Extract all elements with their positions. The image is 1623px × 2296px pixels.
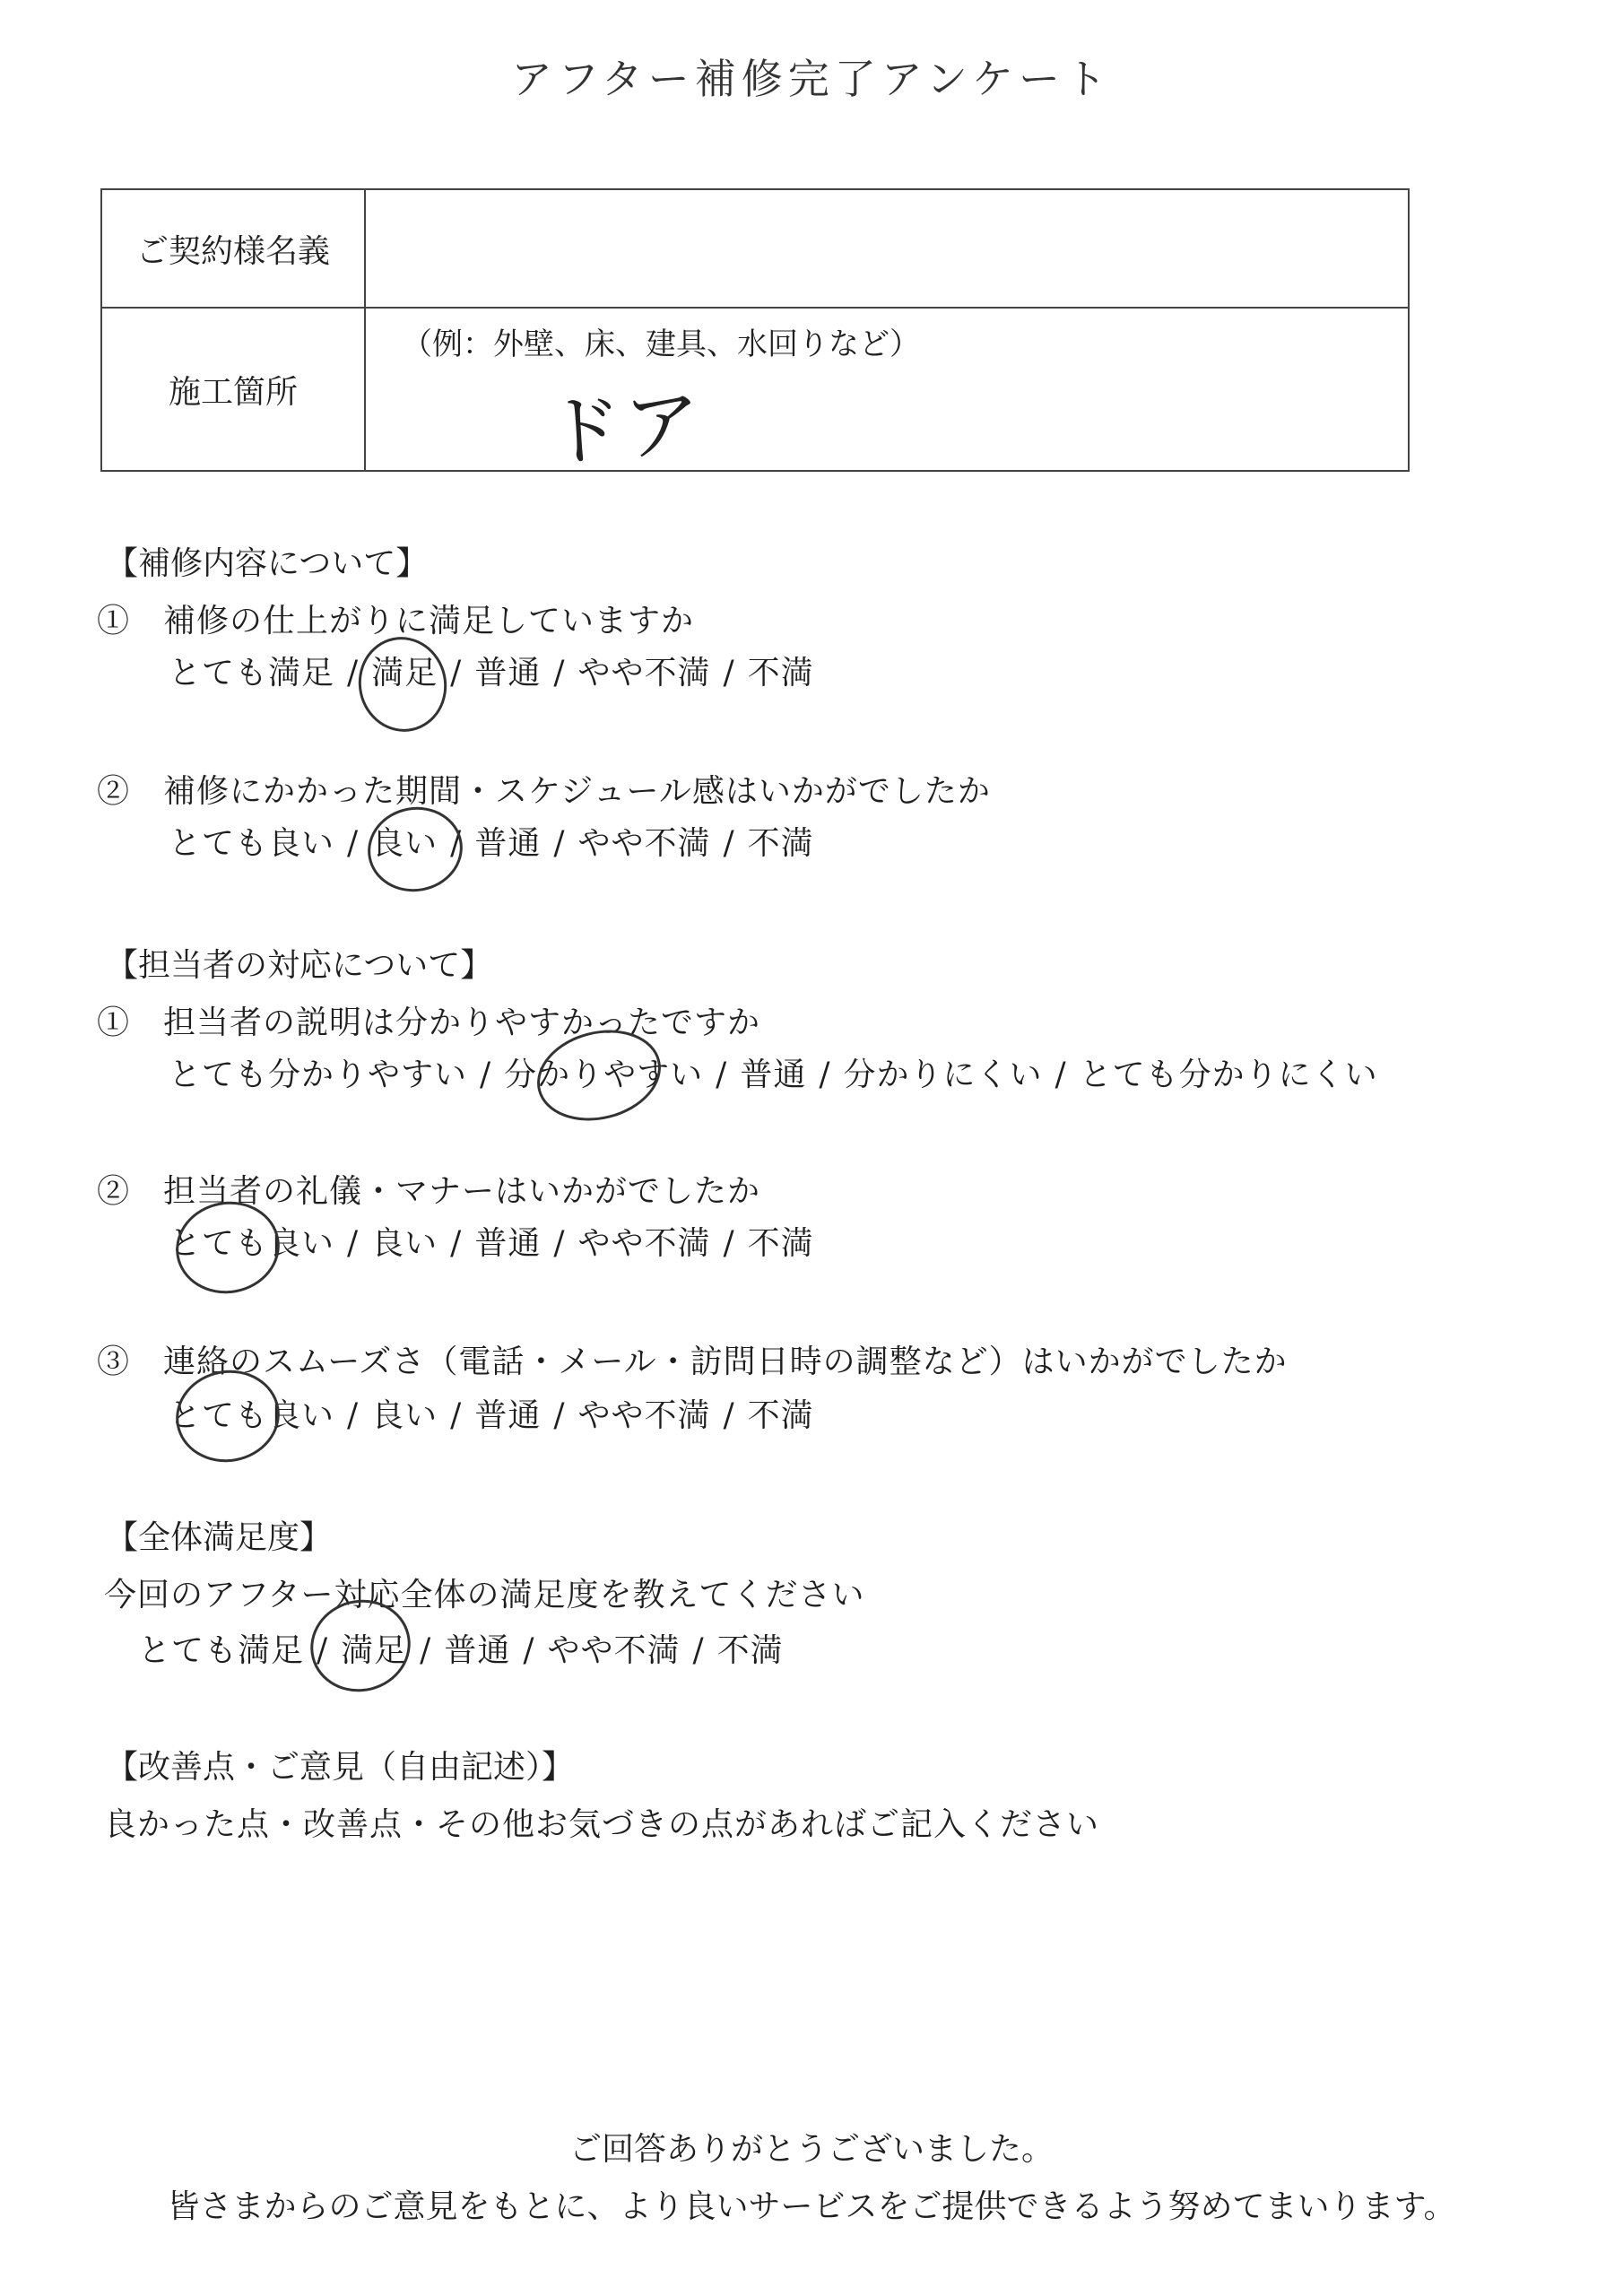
option[interactable]: 不満 (747, 655, 814, 691)
location-field[interactable] (365, 308, 1409, 480)
option-separator: / (716, 1057, 728, 1093)
option-selected[interactable]: とても良い (169, 1397, 335, 1434)
option[interactable]: 不満 (716, 1632, 784, 1669)
option-separator: / (819, 1057, 831, 1093)
option-selected[interactable]: 満足 (371, 655, 438, 691)
comments-prompt: 良かった点・改善点・その他お気づきの点があればご記入ください (104, 1806, 1100, 1843)
option-separator: / (523, 1632, 535, 1669)
contract-name-field[interactable] (365, 189, 1409, 308)
option[interactable]: 不満 (747, 825, 814, 862)
option[interactable]: やや不満 (577, 1225, 711, 1262)
options-repair-schedule (169, 818, 814, 864)
option-separator: / (347, 655, 360, 691)
option[interactable]: やや不満 (577, 1397, 711, 1434)
options-staff-contact (169, 1390, 814, 1436)
option-separator: / (450, 655, 463, 691)
option[interactable]: とても満足 (138, 1632, 305, 1669)
footer-message: 皆さまからのご意見をもとに、より良いサービスをご提供できるよう努めてまいります。 (167, 2188, 1456, 2225)
question-staff-contact: ③ 連絡のスムーズさ（電話・メール・訪問日時の調整など）はいかがでしたか (97, 1344, 1288, 1380)
option-separator: / (317, 1632, 329, 1669)
options-overall (138, 1625, 784, 1671)
location-handwritten-value: ドア (542, 378, 708, 480)
option-separator: / (553, 655, 566, 691)
options-repair-finish (169, 648, 814, 693)
option[interactable]: 良い (371, 1397, 438, 1434)
option-separator: / (450, 1225, 463, 1262)
option-separator: / (347, 825, 360, 862)
option-selected[interactable]: 良い (371, 825, 438, 862)
survey-title: アフター補修完了アンケート (510, 55, 1113, 103)
option-separator: / (480, 1057, 492, 1093)
question-repair-schedule: ② 補修にかかった期間・スケジュール感はいかがでしたか (97, 773, 991, 810)
option[interactable]: 普通 (444, 1632, 511, 1669)
section-staff-heading: 【担当者の対応について】 (106, 947, 493, 984)
option[interactable]: 不満 (747, 1225, 814, 1262)
option[interactable]: 普通 (740, 1057, 807, 1093)
option-separator: / (553, 1397, 566, 1434)
option-selected[interactable]: 満足 (341, 1632, 408, 1669)
option[interactable]: とても分かりやすい (169, 1057, 468, 1093)
option-separator: / (450, 1397, 463, 1434)
question-overall: 今回のアフター対応全体の満足度を教えてください (104, 1577, 865, 1613)
comments-field[interactable] (104, 1857, 1413, 2081)
option[interactable]: 分かりにくい (843, 1057, 1043, 1093)
option-separator: / (723, 1225, 735, 1262)
option-separator: / (723, 655, 735, 691)
section-overall-heading: 【全体満足度】 (106, 1519, 333, 1556)
option-separator: / (1055, 1057, 1067, 1093)
option-separator: / (347, 1225, 360, 1262)
option[interactable]: とても良い (169, 825, 335, 862)
option-separator: / (450, 825, 463, 862)
info-table (100, 188, 1410, 480)
footer-thanks: ご回答ありがとうございました。 (568, 2131, 1054, 2168)
question-staff-manners: ② 担当者の礼儀・マナーはいかがでしたか (97, 1173, 761, 1210)
option[interactable]: とても分かりにくい (1079, 1057, 1378, 1093)
contract-name-label: ご契約様名義 (101, 189, 365, 308)
section-comments-heading: 【改善点・ご意見（自由記述）】 (106, 1749, 575, 1786)
option[interactable]: 良い (371, 1225, 438, 1262)
option[interactable]: 不満 (747, 1397, 814, 1434)
option[interactable]: とても満足 (169, 655, 335, 691)
location-label: 施工箇所 (101, 308, 365, 471)
options-staff-manners (169, 1218, 814, 1264)
question-staff-explanation: ① 担当者の説明は分かりやすかったですか (97, 1004, 761, 1041)
question-repair-finish: ① 補修の仕上がりに満足していますか (97, 603, 695, 639)
option[interactable]: 普通 (474, 825, 542, 862)
option-separator: / (553, 1225, 566, 1262)
option-separator: / (723, 1397, 735, 1434)
option-selected[interactable]: 分かりやすい (504, 1057, 704, 1093)
section-repair-heading: 【補修内容について】 (106, 545, 429, 582)
option-separator: / (723, 825, 735, 862)
option-separator: / (692, 1632, 705, 1669)
option[interactable]: 普通 (474, 1397, 542, 1434)
option-separator: / (420, 1632, 432, 1669)
option-selected[interactable]: とても良い (169, 1225, 335, 1262)
option[interactable]: やや不満 (577, 655, 711, 691)
options-staff-explanation (169, 1049, 1378, 1095)
location-example: （例：外壁、床、建具、水回りなど） (402, 326, 920, 362)
option[interactable]: やや不満 (547, 1632, 681, 1669)
option-separator: / (553, 825, 566, 862)
option[interactable]: 普通 (474, 655, 542, 691)
option[interactable]: 普通 (474, 1225, 542, 1262)
option[interactable]: やや不満 (577, 825, 711, 862)
option-separator: / (347, 1397, 360, 1434)
